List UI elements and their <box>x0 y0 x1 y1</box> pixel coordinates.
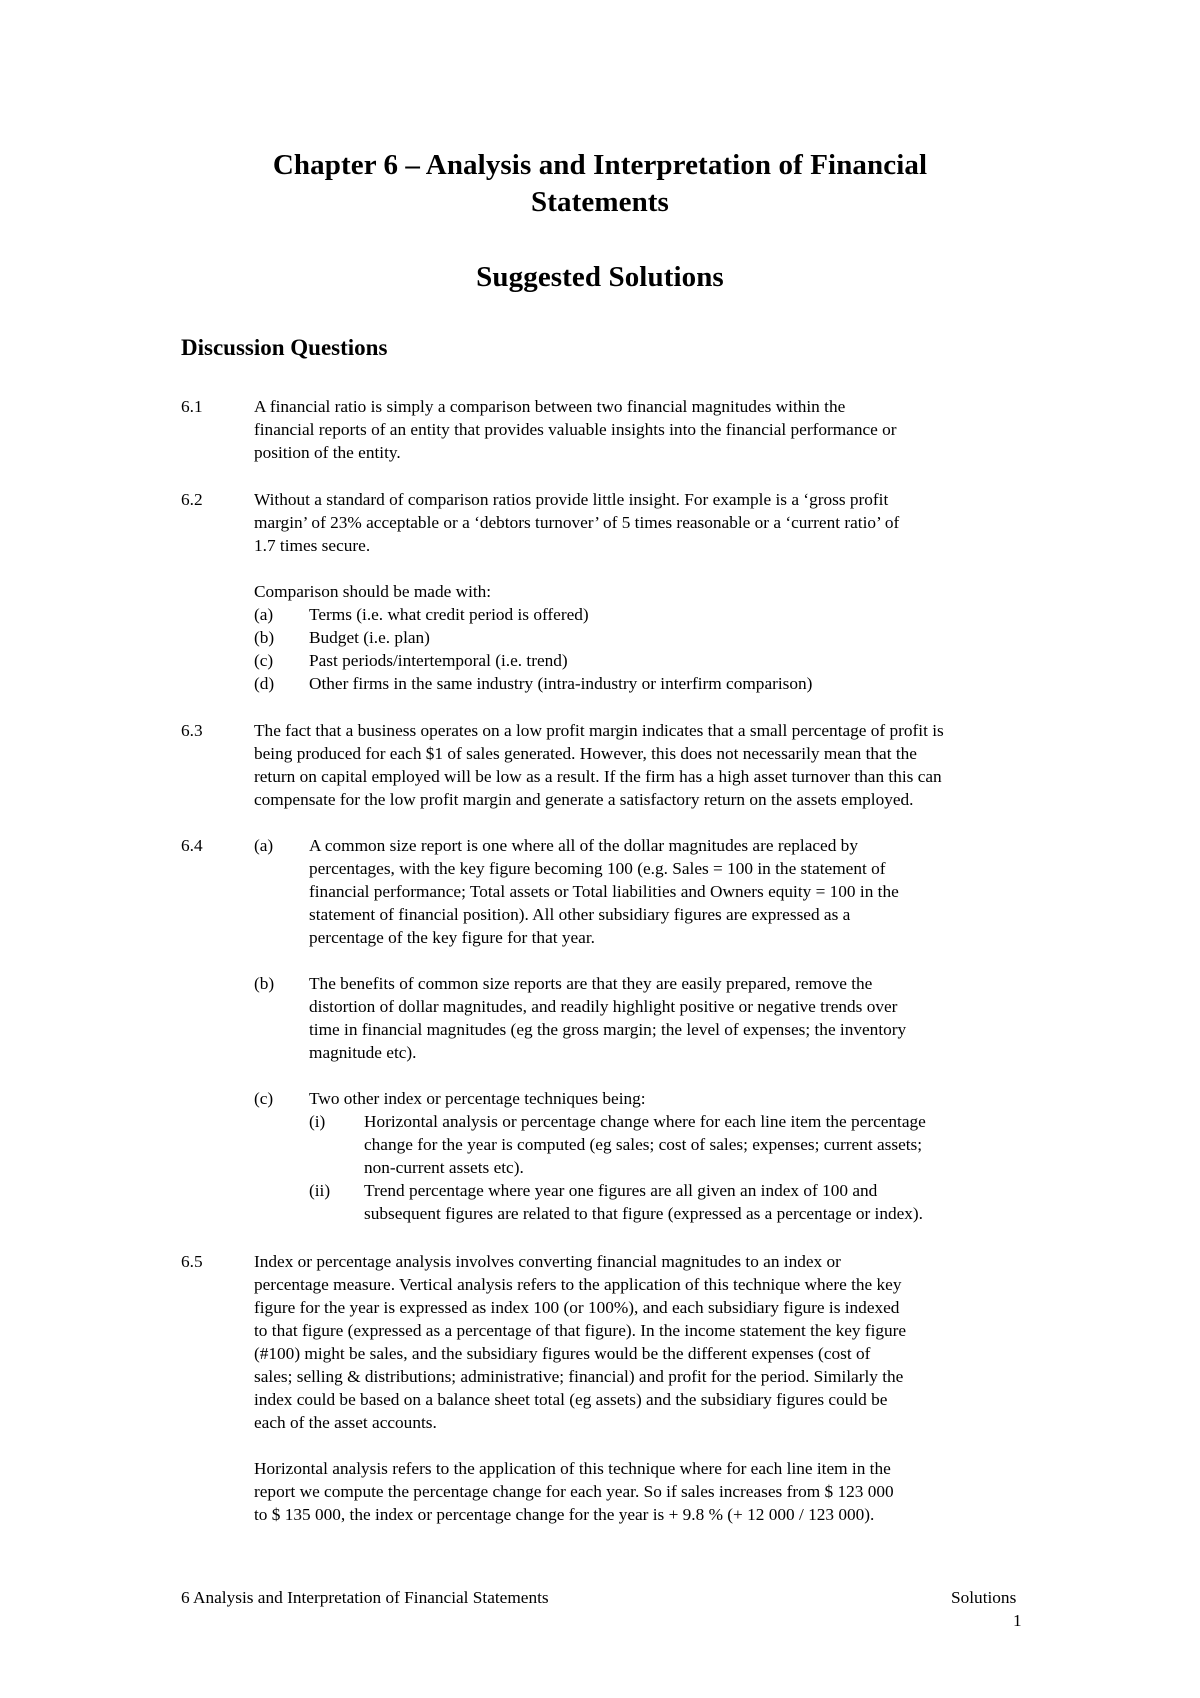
text-line: percentage of the key figure for that year. <box>309 928 595 947</box>
list-text: Terms (i.e. what credit period is offered) <box>309 605 589 624</box>
question-number: 6.2 <box>181 490 203 509</box>
text-line: Comparison should be made with: <box>254 582 492 601</box>
list-item <box>254 603 1064 626</box>
text-line: statement of financial position). All other subsidiary figures are expressed as a <box>309 905 851 924</box>
text-line: percentages, with the key figure becoming 100 (e.g. Sales = 100 in the statement of <box>309 859 886 878</box>
sub-answer-c <box>254 1087 1064 1225</box>
text-line: Horizontal analysis or percentage change where for each line item the percentage <box>364 1112 926 1131</box>
list-label: (c) <box>254 651 274 670</box>
text-line: sales; selling & distributions; administrative; financial) and profit for the period. Similarly the <box>254 1367 904 1386</box>
list-item <box>254 626 1064 649</box>
text-line: Horizontal analysis refers to the application of this technique where for each line item in the <box>254 1459 891 1478</box>
sub-label: (c) <box>254 1089 274 1108</box>
text-line: 1.7 times secure. <box>254 536 371 555</box>
question-number: 6.3 <box>181 721 203 740</box>
text-line: to $ 135 000, the index or percentage change for the year is + 9.8 % (+ 12 000 / 123 000). <box>254 1505 875 1524</box>
list-item <box>254 649 1064 672</box>
sub-answer-a <box>254 834 1064 949</box>
list-text: Past periods/intertemporal (i.e. trend) <box>309 651 568 670</box>
text-line: figure for the year is expressed as index 100 (or 100%), and each subsidiary figure is indexed <box>254 1298 900 1317</box>
text-line: index could be based on a balance sheet total (eg assets) and the subsidiary figures could be <box>254 1390 888 1409</box>
text-line: to that figure (expressed as a percentage of that figure). In the income statement the key figure <box>254 1321 907 1340</box>
section-heading: Discussion Questions <box>181 335 388 360</box>
list-item <box>254 672 1064 695</box>
text-line: change for the year is computed (eg sales; cost of sales; expenses; current assets; <box>364 1135 923 1154</box>
text-line: non-current assets etc). <box>364 1158 524 1177</box>
text-line: return on capital employed will be low as a result. If the firm has a high asset turnover than this can <box>254 767 942 786</box>
footer-chapter-title: 6 Analysis and Interpretation of Financial Statements <box>181 1588 549 1607</box>
page-number: 1 <box>1013 1611 1022 1630</box>
text-line: Without a standard of comparison ratios provide little insight. For example is a ‘gross profit <box>254 490 889 509</box>
footer-section-label: Solutions <box>951 1588 1017 1607</box>
text-line: The benefits of common size reports are that they are easily prepared, remove the <box>309 974 873 993</box>
text-line: Trend percentage where year one figures are all given an index of 100 and <box>364 1181 878 1200</box>
text-line: being produced for each $1 of sales generated. However, this does not necessarily mean that the <box>254 744 917 763</box>
list-label: (d) <box>254 674 275 693</box>
text-line: time in financial magnitudes (eg the gross margin; the level of expenses; the inventory <box>309 1020 907 1039</box>
text-line: report we compute the percentage change for each year. So if sales increases from $ 123 000 <box>254 1482 894 1501</box>
list-text: Budget (i.e. plan) <box>309 628 430 647</box>
question-number: 6.4 <box>181 836 203 855</box>
roman-label: (i) <box>309 1112 326 1131</box>
sub-answer-b <box>254 972 1064 1064</box>
subtitle: Suggested Solutions <box>476 261 724 293</box>
sub-label: (b) <box>254 974 275 993</box>
text-line: The fact that a business operates on a low profit margin indicates that a small percentage of profit is <box>254 721 944 740</box>
text-line: A financial ratio is simply a comparison between two financial magnitudes within the <box>254 397 846 416</box>
text-line: Two other index or percentage techniques being: <box>309 1089 646 1108</box>
text-line: each of the asset accounts. <box>254 1413 437 1432</box>
roman-label: (ii) <box>309 1181 331 1200</box>
chapter-title-line-1: Chapter 6 – Analysis and Interpretation of Financial <box>272 149 928 181</box>
list-label: (b) <box>254 628 275 647</box>
text-line: financial reports of an entity that provides valuable insights into the financial performance or <box>254 420 897 439</box>
text-line: financial performance; Total assets or Total liabilities and Owners equity = 100 in the <box>309 882 899 901</box>
sub-label: (a) <box>254 836 274 855</box>
text-line: margin’ of 23% acceptable or a ‘debtors turnover’ of 5 times reasonable or a ‘current ratio’ of <box>254 513 900 532</box>
question-number: 6.5 <box>181 1252 203 1271</box>
text-line: magnitude etc). <box>309 1043 417 1062</box>
chapter-title-line-2: Statements <box>531 186 669 218</box>
text-line: percentage measure. Vertical analysis refers to the application of this technique where the key <box>254 1275 902 1294</box>
text-line: Index or percentage analysis involves converting financial magnitudes to an index or <box>254 1252 841 1271</box>
list-text: Other firms in the same industry (intra-industry or interfirm comparison) <box>309 674 813 693</box>
text-line: position of the entity. <box>254 443 401 462</box>
text-line: distortion of dollar magnitudes, and readily highlight positive or negative trends over <box>309 997 898 1016</box>
text-line: subsequent figures are related to that figure (expressed as a percentage or index). <box>364 1204 923 1223</box>
list-label: (a) <box>254 605 274 624</box>
text-line: (#100) might be sales, and the subsidiary figures would be the different expenses (cost of <box>254 1344 871 1363</box>
text-line: compensate for the low profit margin and generate a satisfactory return on the assets employed. <box>254 790 914 809</box>
question-number: 6.1 <box>181 397 203 416</box>
text-line: A common size report is one where all of the dollar magnitudes are replaced by <box>309 836 858 855</box>
